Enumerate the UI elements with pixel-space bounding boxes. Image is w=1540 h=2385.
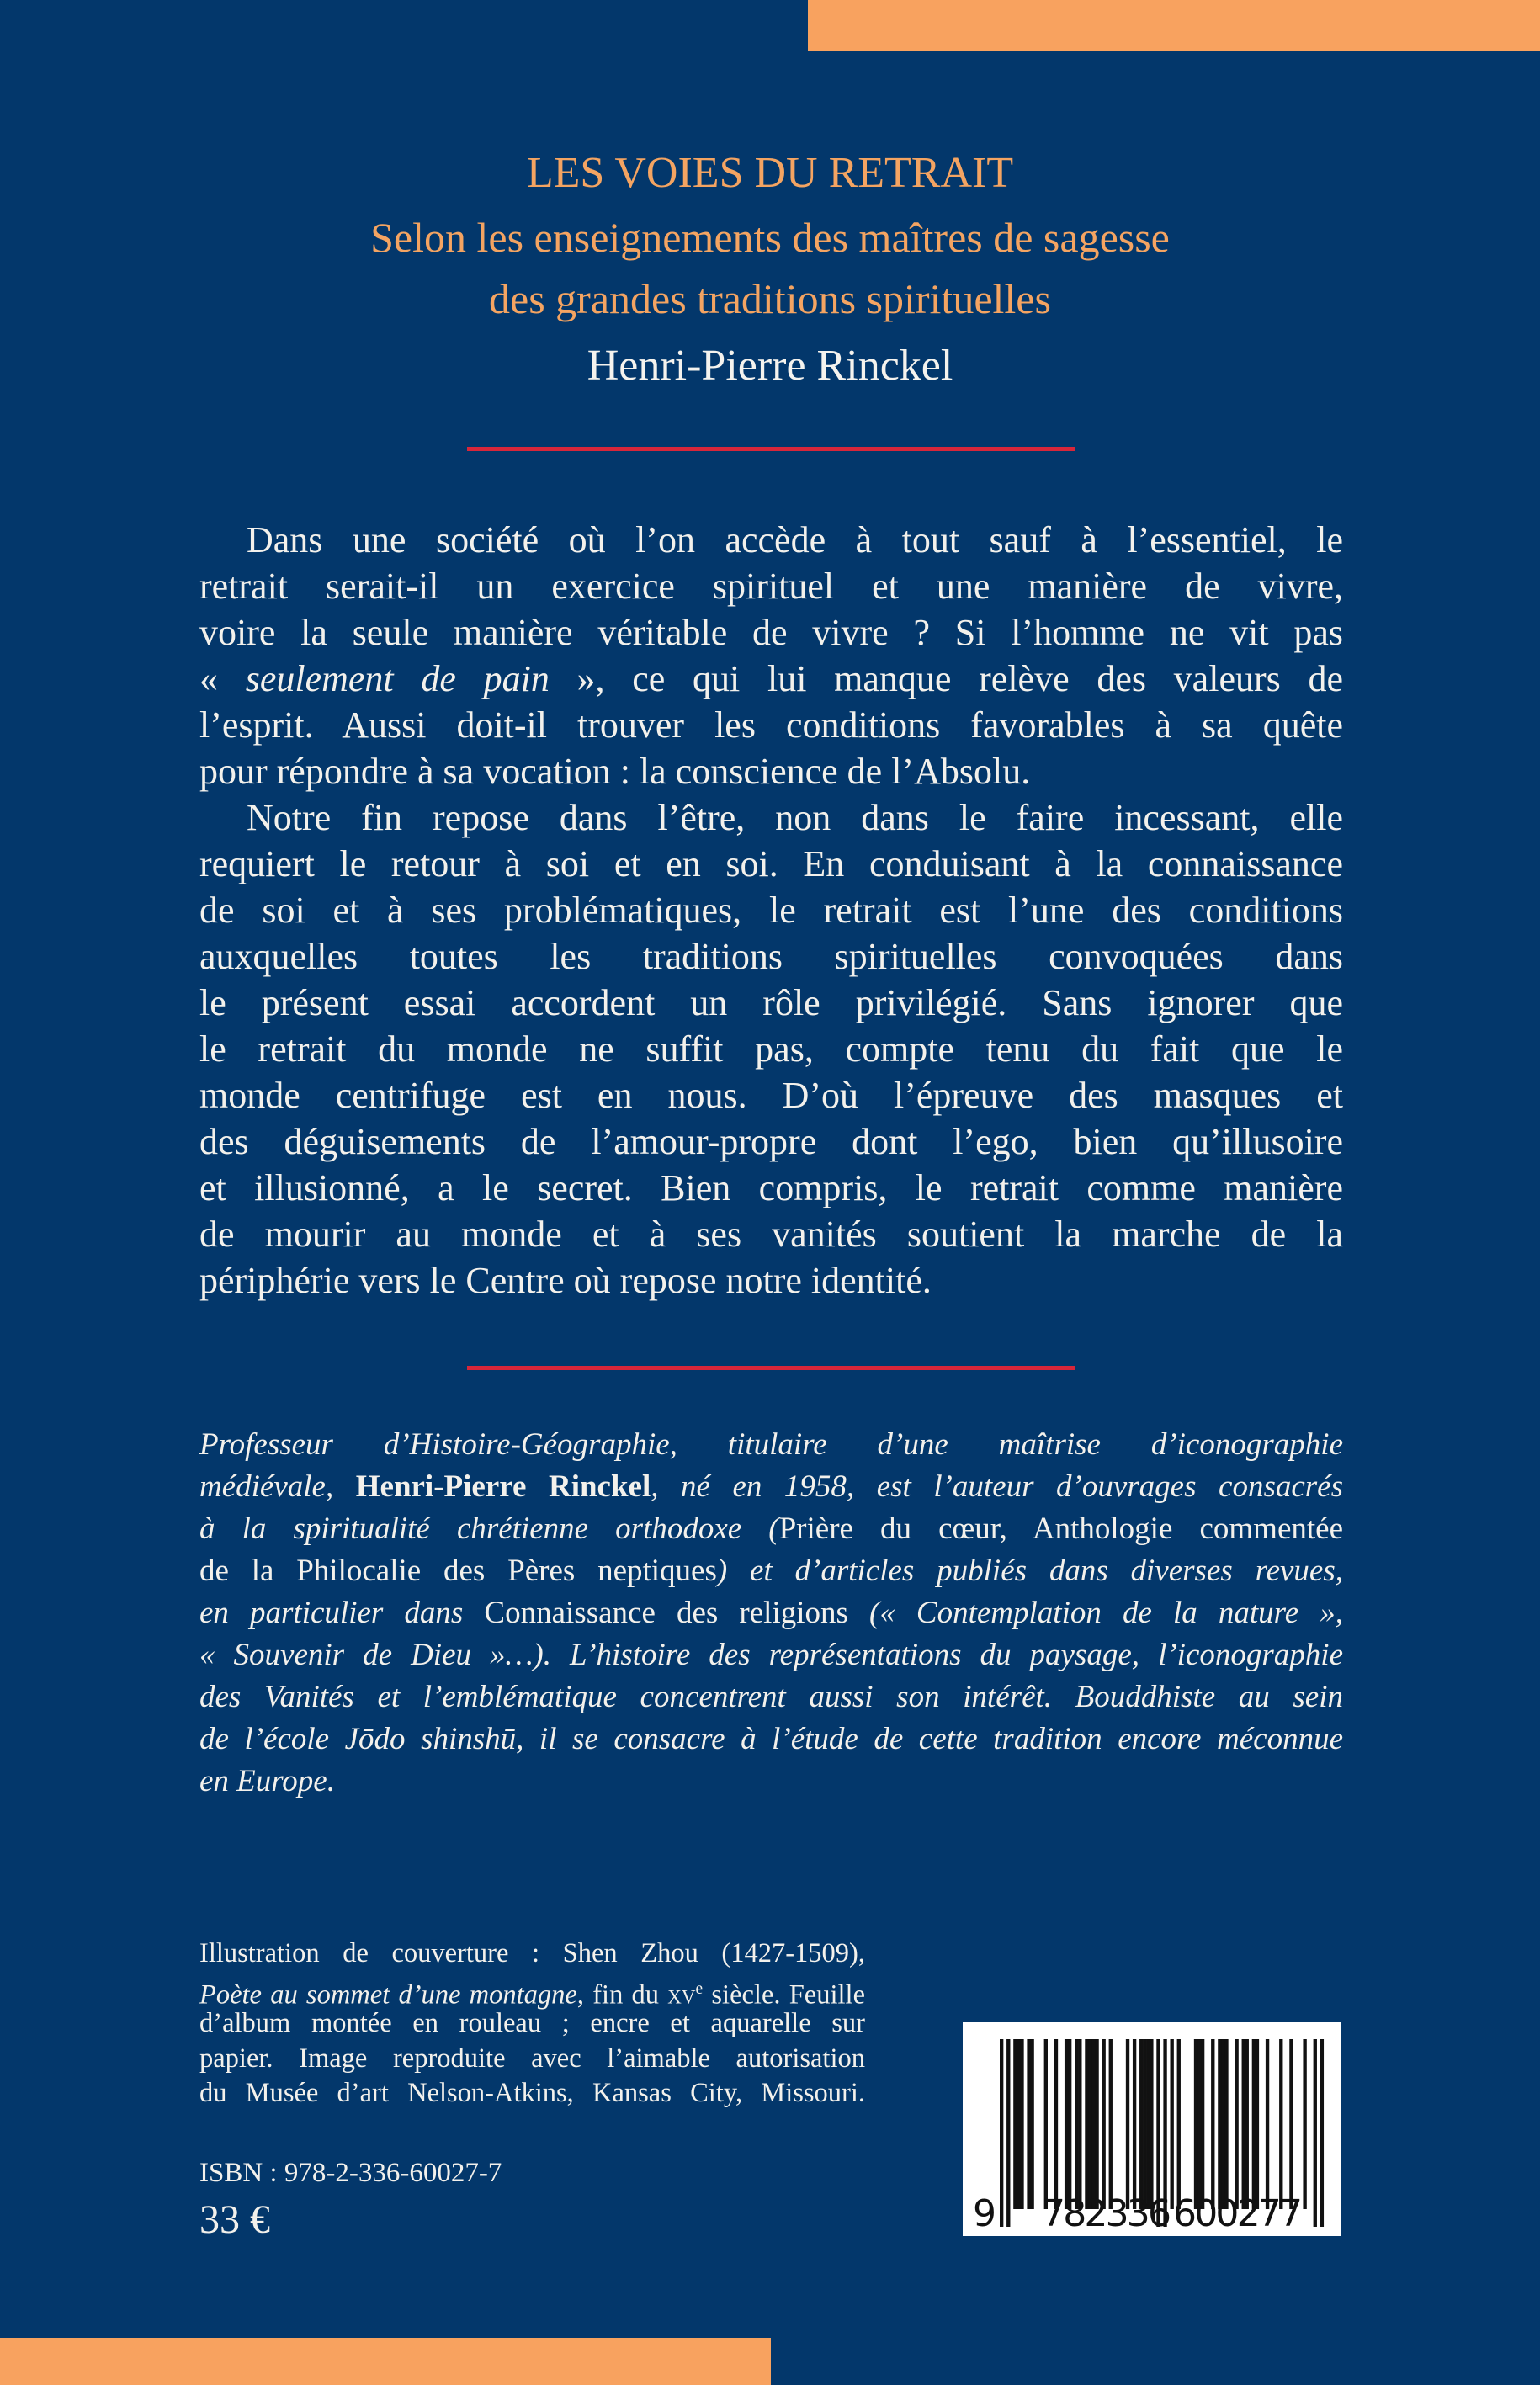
book-subtitle-line-1: Selon les enseignements des maîtres de sagesse bbox=[370, 214, 1170, 261]
divider-top bbox=[467, 447, 1075, 451]
text-line bbox=[199, 1424, 1343, 1466]
text-line bbox=[199, 609, 1343, 656]
text-line bbox=[199, 980, 1343, 1026]
text-segment: , né en 1958, est l’auteur d’ouvrages consacrés bbox=[651, 1469, 1343, 1504]
text-segment: requiert le retour à soi et en soi. En conduisant à la connaissance bbox=[199, 843, 1343, 884]
barcode-bar bbox=[1017, 2039, 1020, 2209]
barcode-bar bbox=[1256, 2039, 1259, 2209]
text-segment: e bbox=[695, 1979, 704, 1998]
barcode-bar bbox=[1252, 2039, 1256, 2209]
barcode-bar bbox=[1126, 2039, 1129, 2209]
text-segment: Henri-Pierre Rinckel bbox=[355, 1469, 651, 1504]
text-segment: Poète au sommet d’une montagne bbox=[199, 1979, 577, 2011]
barcode-bar bbox=[1320, 2039, 1324, 2227]
text-segment: Professeur d’Histoire-Géographie, titulaire d’une maîtrise d’iconographie bbox=[199, 1427, 1343, 1462]
text-line bbox=[199, 933, 1343, 980]
text-line bbox=[199, 794, 1343, 841]
barcode-bar bbox=[1078, 2039, 1081, 2209]
text-segment: Illustration de couverture : Shen Zhou (1427-1509), bbox=[199, 1938, 865, 1968]
text-line bbox=[199, 702, 1343, 748]
text-segment: , fin du bbox=[576, 1979, 668, 2011]
text-segment: des Vanités et l’emblématique concentrent aussi son intérêt. Bouddhiste au sein bbox=[199, 1680, 1343, 1714]
text-line bbox=[199, 1072, 1343, 1118]
text-segment: de mourir au monde et à ses vanités soutient la marche de la bbox=[199, 1214, 1343, 1255]
barcode-bar bbox=[1314, 2039, 1317, 2227]
barcode-bar bbox=[1054, 2039, 1058, 2209]
text-segment: en Europe. bbox=[199, 1764, 335, 1798]
author-bio bbox=[199, 1424, 1343, 1803]
text-segment: Prière du cœur, Anthologie commentée bbox=[778, 1511, 1344, 1546]
text-segment: siècle. Feuille bbox=[703, 1979, 865, 2011]
text-line bbox=[199, 1211, 1343, 1257]
cover-illustration-credits bbox=[199, 1936, 865, 2111]
text-segment: pour répondre à sa vocation : la conscience de l’Absolu. bbox=[199, 751, 1031, 792]
barcode-bar bbox=[1266, 2039, 1269, 2209]
text-line bbox=[199, 1466, 1343, 1508]
text-line bbox=[199, 748, 1343, 794]
text-line bbox=[199, 887, 1343, 933]
text-segment: l’esprit. Aussi doit-il trouver les conditions favorables à sa quête bbox=[199, 704, 1343, 746]
barcode-bar bbox=[1171, 2039, 1174, 2209]
barcode bbox=[963, 2022, 1341, 2236]
text-line bbox=[199, 563, 1343, 609]
text-segment: Notre fin repose dans l’être, non dans le faire incessant, elle bbox=[247, 797, 1343, 838]
book-subtitle-line-2: des grandes traditions spirituelles bbox=[489, 275, 1051, 322]
text-segment: Connaissance des religions bbox=[484, 1596, 848, 1630]
barcode-bar bbox=[1088, 2039, 1091, 2209]
text-segment: », ce qui lui manque relève des valeurs de bbox=[549, 658, 1343, 699]
text-line bbox=[199, 841, 1343, 887]
barcode-bar bbox=[1150, 2039, 1153, 2209]
top-accent-bar bbox=[808, 0, 1540, 51]
barcode-bars bbox=[963, 2022, 1341, 2236]
barcode-bar bbox=[1102, 2039, 1106, 2209]
text-segment: de l’école Jōdo shinshū, il se consacre à l’étude de cette tradition encore méconnue bbox=[199, 1722, 1343, 1756]
text-segment: monde centrifuge est en nous. D’où l’épreuve des masques et bbox=[199, 1075, 1343, 1116]
text-line bbox=[199, 1972, 865, 2011]
barcode-bar bbox=[1027, 2039, 1030, 2209]
text-segment: ) et d’articles publiés dans diverses revues, bbox=[716, 1554, 1344, 1588]
text-segment: Dans une société où l’on accède à tout sauf à l’essentiel, le bbox=[247, 519, 1343, 560]
text-segment: du Musée d’art Nelson-Atkins, Kansas City, Missouri. bbox=[199, 2078, 865, 2108]
text-line bbox=[199, 1550, 1343, 1592]
text-line bbox=[199, 1936, 865, 1972]
bottom-accent-bar bbox=[0, 2338, 771, 2385]
barcode-bar bbox=[1211, 2039, 1214, 2209]
text-line bbox=[199, 1634, 1343, 1676]
barcode-bar bbox=[1044, 2039, 1048, 2209]
text-line bbox=[199, 1718, 1343, 1761]
text-line bbox=[199, 1761, 1343, 1803]
text-line bbox=[199, 1257, 1343, 1304]
book-title: LES VOIES DU RETRAIT bbox=[526, 149, 1014, 197]
text-segment: et illusionné, a le secret. Bien compris, le retrait comme manière bbox=[199, 1167, 1343, 1208]
text-segment: xv bbox=[667, 1979, 696, 2011]
barcode-bar bbox=[1177, 2039, 1181, 2209]
text-line bbox=[199, 1026, 1343, 1072]
text-segment: « Souvenir de Dieu »…). L’histoire des représentations du paysage, l’iconographie bbox=[199, 1638, 1343, 1672]
barcode-bar bbox=[1143, 2039, 1146, 2209]
text-segment: d’album montée en rouleau ; encre et aquarelle sur bbox=[199, 2008, 865, 2038]
barcode-bar bbox=[1218, 2039, 1221, 2209]
barcode-bar bbox=[1235, 2039, 1238, 2209]
text-line bbox=[199, 2076, 865, 2111]
barcode-bar bbox=[1030, 2039, 1033, 2209]
text-segment: seulement de pain bbox=[245, 658, 550, 699]
barcode-bar bbox=[1146, 2039, 1150, 2209]
barcode-bar bbox=[1068, 2039, 1071, 2209]
text-line bbox=[199, 1592, 1343, 1634]
text-line bbox=[199, 1165, 1343, 1211]
barcode-bar bbox=[1194, 2039, 1197, 2209]
text-segment: le retrait du monde ne suffit pas, compte tenu du fait que le bbox=[199, 1028, 1343, 1070]
text-segment: voire la seule manière véritable de vivre ? Si l’homme ne vit pas bbox=[199, 612, 1343, 653]
barcode-bar bbox=[1245, 2039, 1249, 2209]
text-line bbox=[199, 2006, 865, 2042]
text-line bbox=[199, 1118, 1343, 1165]
text-segment: retrait serait-il un exercice spirituel et une manière de vivre, bbox=[199, 566, 1343, 607]
price: 33 € bbox=[199, 2197, 270, 2242]
barcode-bar bbox=[1242, 2039, 1245, 2209]
barcode-bar bbox=[1201, 2039, 1204, 2209]
barcode-bar bbox=[1095, 2039, 1098, 2209]
text-line bbox=[199, 1508, 1343, 1550]
barcode-bar bbox=[1279, 2039, 1282, 2209]
barcode-bar bbox=[1065, 2039, 1068, 2209]
author-name: Henri-Pierre Rinckel bbox=[587, 342, 953, 390]
text-segment: des déguisements de l’amour-propre dont l’ego, bien qu’illusoire bbox=[199, 1121, 1343, 1162]
text-segment: périphérie vers le Centre où repose notre identité. bbox=[199, 1260, 932, 1301]
barcode-bar bbox=[1224, 2039, 1228, 2209]
barcode-bar bbox=[1085, 2039, 1088, 2209]
barcode-bar bbox=[1303, 2039, 1306, 2209]
barcode-bar bbox=[1139, 2039, 1143, 2209]
barcode-bar bbox=[1020, 2039, 1023, 2209]
barcode-bar bbox=[1013, 2039, 1017, 2209]
barcode-bar bbox=[1006, 2039, 1010, 2227]
text-segment: « bbox=[199, 658, 246, 699]
barcode-bar bbox=[1000, 2039, 1003, 2227]
barcode-bar bbox=[1075, 2039, 1078, 2209]
isbn: ISBN : 978-2-336-60027-7 bbox=[199, 2158, 502, 2188]
text-segment: papier. Image reproduite avec l’aimable autorisation bbox=[199, 2042, 865, 2074]
barcode-bar bbox=[1197, 2039, 1201, 2209]
text-segment: médiévale, bbox=[199, 1469, 356, 1504]
text-segment: auxquelles toutes les traditions spirituelles convoquées dans bbox=[199, 936, 1343, 977]
text-segment: (« Contemplation de la nature », bbox=[847, 1596, 1343, 1630]
summary-text bbox=[199, 517, 1343, 1304]
barcode-first-digit: 9 bbox=[973, 2192, 996, 2235]
text-line bbox=[199, 517, 1343, 563]
barcode-bar bbox=[1289, 2039, 1293, 2209]
divider-bottom bbox=[467, 1366, 1075, 1370]
barcode-bar bbox=[1091, 2039, 1095, 2209]
text-line bbox=[199, 1676, 1343, 1718]
barcode-left-digits: 782336 bbox=[1042, 2192, 1171, 2235]
barcode-bar bbox=[1109, 2039, 1113, 2209]
barcode-bar bbox=[1133, 2039, 1136, 2209]
text-segment: à la spiritualité chrétienne orthodoxe ( bbox=[199, 1511, 779, 1546]
text-segment: de soi et à ses problématiques, le retrait est l’une des conditions bbox=[199, 890, 1343, 931]
text-segment: en particulier dans bbox=[199, 1596, 485, 1630]
text-segment: de la Philocalie des Pères neptiques bbox=[199, 1554, 717, 1588]
text-segment: le présent essai accordent un rôle privilégié. Sans ignorer que bbox=[199, 982, 1343, 1023]
barcode-right-digits: 600277 bbox=[1173, 2192, 1303, 2235]
barcode-bar bbox=[1221, 2039, 1224, 2209]
text-line bbox=[199, 656, 1343, 702]
text-line bbox=[199, 2042, 865, 2077]
